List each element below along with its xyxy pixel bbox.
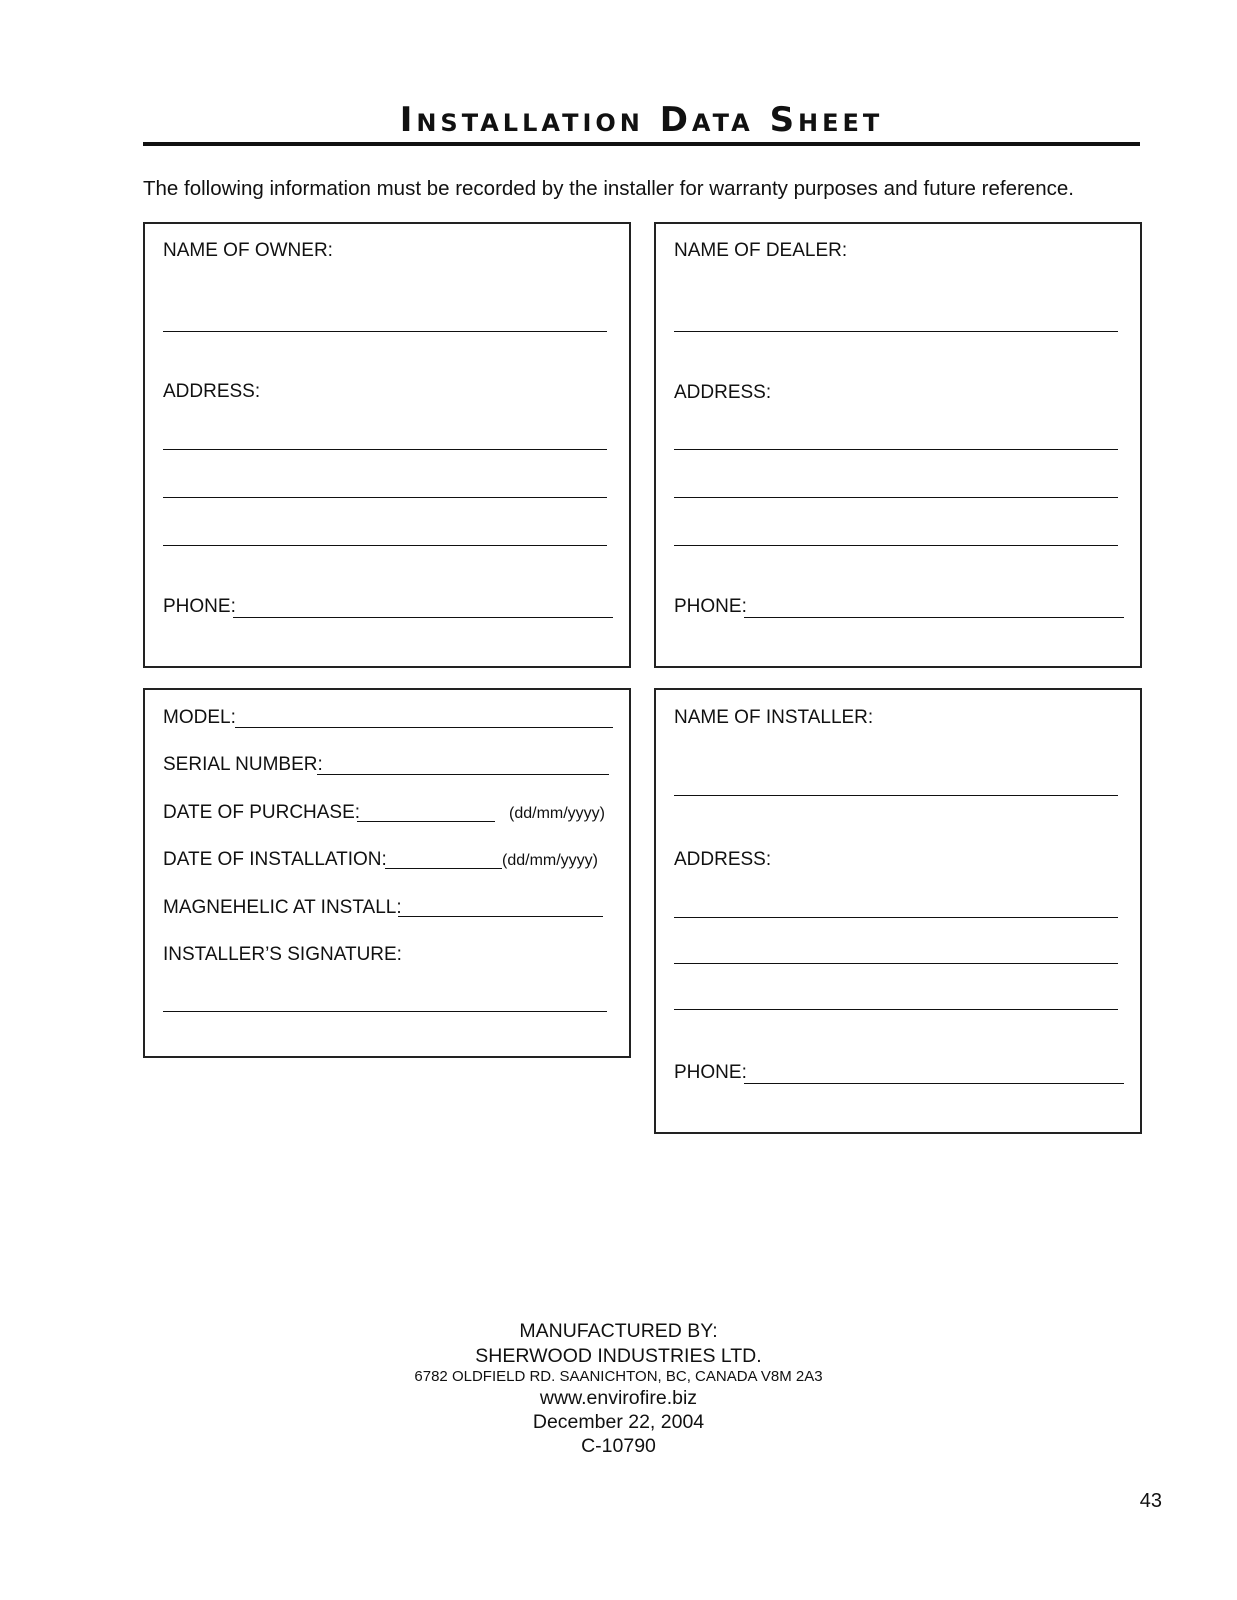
footer-address: 6782 OLDFIELD RD. SAANICHTON, BC, CANADA V8M 2A3	[414, 1368, 823, 1385]
magnehelic-line[interactable]	[398, 916, 603, 917]
page-number: 43	[1139, 1490, 1162, 1512]
installer-name-label: NAME OF INSTALLER:	[674, 707, 874, 728]
installer-address-line-1[interactable]	[674, 917, 1118, 918]
installer-address-label: ADDRESS:	[674, 849, 772, 870]
footer-code: C-10790	[581, 1435, 656, 1457]
owner-address-line-1[interactable]	[163, 449, 607, 450]
dealer-phone-label: PHONE:	[674, 596, 747, 617]
owner-address-label: ADDRESS:	[163, 381, 261, 402]
magnehelic-label: MAGNEHELIC AT INSTALL:	[163, 897, 402, 918]
installer-name-line[interactable]	[674, 795, 1118, 796]
owner-address-line-2[interactable]	[163, 497, 607, 498]
owner-box	[143, 222, 631, 668]
model-line[interactable]	[235, 727, 613, 728]
title-underline	[143, 142, 1140, 146]
date-of-purchase-line[interactable]	[357, 821, 495, 822]
date-of-purchase-label: DATE OF PURCHASE:	[163, 802, 361, 823]
installer-address-line-3[interactable]	[674, 1009, 1118, 1010]
dealer-address-line-3[interactable]	[674, 545, 1118, 546]
footer-company: SHERWOOD INDUSTRIES LTD.	[475, 1345, 762, 1367]
intro-text: The following information must be recorded by the installer for warranty purposes and future reference.	[143, 177, 1074, 200]
dealer-phone-line[interactable]	[744, 617, 1124, 618]
date-of-installation-line[interactable]	[385, 868, 502, 869]
serial-number-line[interactable]	[317, 774, 609, 775]
dealer-address-line-2[interactable]	[674, 497, 1118, 498]
page-title: Installation Data Sheet	[399, 100, 884, 140]
owner-name-line[interactable]	[163, 331, 607, 332]
date-of-purchase-hint: (dd/mm/yyyy)	[509, 805, 605, 822]
footer-website: www.envirofire.biz	[539, 1387, 698, 1409]
model-label: MODEL:	[163, 707, 236, 728]
dealer-address-label: ADDRESS:	[674, 382, 772, 403]
owner-phone-label: PHONE:	[163, 596, 236, 617]
owner-phone-line[interactable]	[233, 617, 613, 618]
unit-box	[143, 688, 631, 1058]
dealer-box	[654, 222, 1142, 668]
dealer-address-line-1[interactable]	[674, 449, 1118, 450]
owner-name-label: NAME OF OWNER:	[163, 240, 333, 261]
serial-number-label: SERIAL NUMBER:	[163, 754, 323, 775]
footer-manufactured-by: MANUFACTURED BY:	[519, 1320, 718, 1342]
dealer-name-label: NAME OF DEALER:	[674, 240, 848, 261]
installer-signature-line[interactable]	[163, 1011, 607, 1012]
dealer-name-line[interactable]	[674, 331, 1118, 332]
installer-box	[654, 688, 1142, 1134]
installer-phone-line[interactable]	[744, 1083, 1124, 1084]
owner-address-line-3[interactable]	[163, 545, 607, 546]
date-of-installation-hint: (dd/mm/yyyy)	[502, 852, 598, 869]
installer-phone-label: PHONE:	[674, 1062, 747, 1083]
installer-signature-label: INSTALLER’S SIGNATURE:	[163, 944, 402, 965]
date-of-installation-label: DATE OF INSTALLATION:	[163, 849, 387, 870]
footer-date: December 22, 2004	[532, 1411, 705, 1433]
installer-address-line-2[interactable]	[674, 963, 1118, 964]
